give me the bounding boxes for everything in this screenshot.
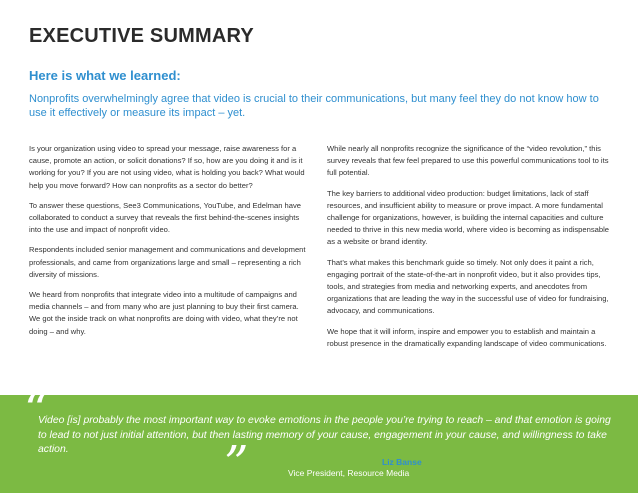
pull-quote: Video [is] probably the most important way to evoke emotions in the people you’re trying to reach – and that emotion is going to lead to not just initial attention, but then lasting memory of your cause, engagement in your cause, and willingness to take action. — [38, 415, 611, 455]
close-quote-mark: ” — [224, 436, 249, 492]
paragraph: That’s what makes this benchmark guide so timely. Not only does it paint a rich, engaging portrait of the state-of-the-art in nonprofit video, but it also provides tips, tools, and strategies from media and networking experts, and anecdotes from organizations that are leading the way in the successful use of video for fundraising, advocacy, and communications. — [327, 257, 609, 316]
open-quote-mark: “ — [24, 382, 49, 438]
section-subtitle: Here is what we learned: — [29, 68, 181, 83]
paragraph: We heard from nonprofits that integrate video into a multitude of campaigns and media channels – and from many who are just planning to buy their first camera. We got the inside track on what nonprofits are doing with video, what they’re not doing – and why. — [29, 290, 299, 336]
left-column — [29, 143, 307, 346]
paragraph: Is your organization using video to spread your message, raise awareness for a cause, promote an action, or solicit donations? If so, how are you doing it and is it working for you? If you are not using video, what is holding you back? What would help you move forward? How can nonprofits as a sector do better? — [29, 144, 305, 190]
right-column — [327, 143, 615, 358]
paragraph: Respondents included senior management and communications and development professionals, and came from organizations large and small – representing a rich diversity of missions. — [29, 245, 306, 279]
lead-paragraph: Nonprofits overwhelmingly agree that video is crucial to their communications, but many feel they do not know how to use it effectively or measure its impact – yet. — [29, 93, 599, 119]
paragraph: We hope that it will inform, inspire and empower you to establish and maintain a robust presence in the dramatically expanding landscape of video communications. — [327, 326, 607, 348]
paragraph: The key barriers to additional video production: budget limitations, lack of staff resources, and insufficient ability to measure or prove impact. A more fundamental challenge for organizations, however, is building the internal capacities and culture needed to thrive in this new media world, where video is becoming as indispensable as a website or brand identity. — [327, 188, 609, 247]
paragraph: To answer these questions, See3 Communications, YouTube, and Edelman have collaborated to conduct a survey that reveals the first behind-the-scenes insights into the use and impact of nonprofit video. — [29, 200, 301, 235]
page-title: EXECUTIVE SUMMARY — [29, 25, 254, 47]
quote-author: Liz Banse — [382, 457, 422, 467]
quote-author-role: Vice President, Resource Media — [288, 468, 410, 478]
paragraph: While nearly all nonprofits recognize the significance of the “video revolution,” this survey reveals that few feel prepared to use this powerful communications tool to its full potential. — [327, 144, 609, 178]
